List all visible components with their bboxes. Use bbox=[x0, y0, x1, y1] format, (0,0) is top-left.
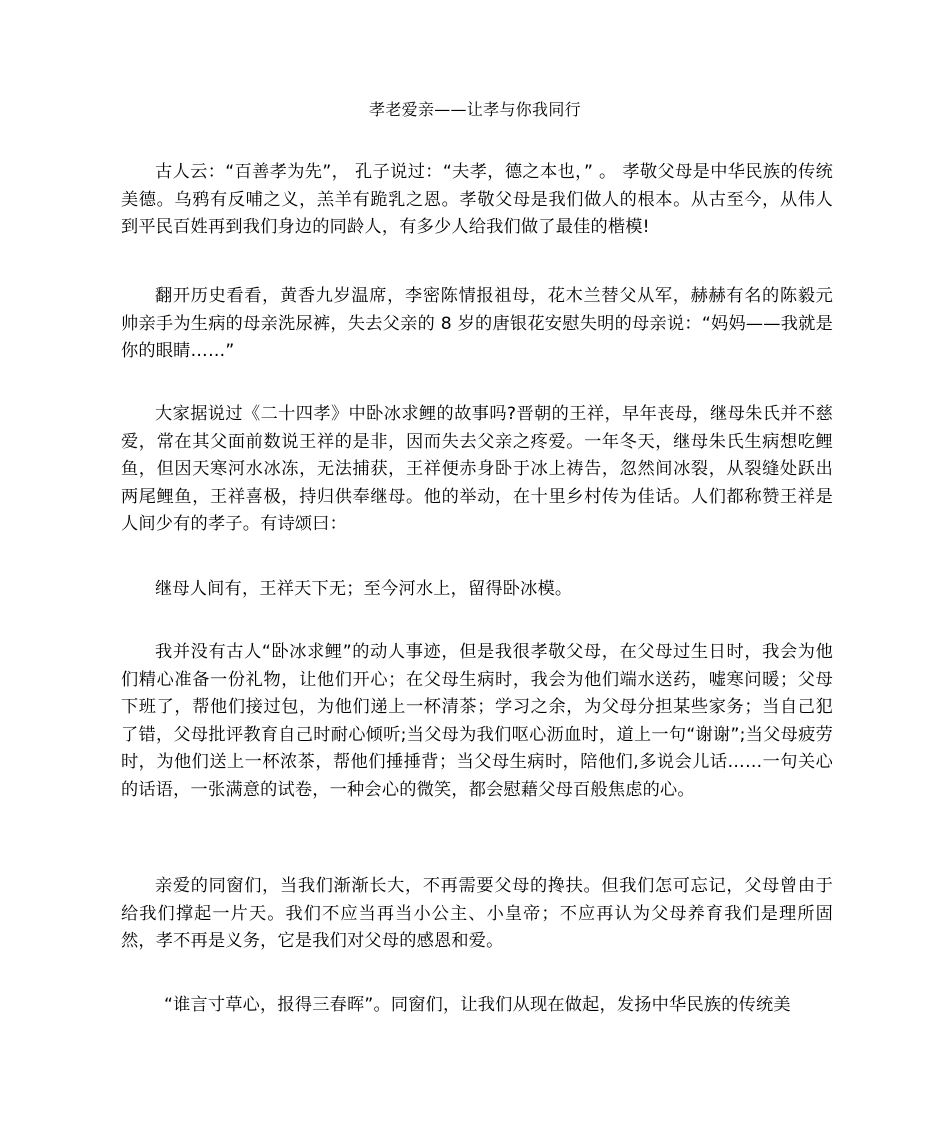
paragraph-intro: 古人云：“百善孝为先”， 孔子说过：“夫孝，德之本也，” 。 孝敬父母是中华民族的传统美德。乌鸦有反哺之义，羔羊有跪乳之恩。孝敬父母是我们做人的根本。从古至今，从伟人到平民百姓再到我们身边的同龄人，有多少人给我们做了最佳的楷模! bbox=[121, 162, 833, 237]
paragraph-closing: “谁言寸草心，报得三春晖”。同窗们，让我们从现在做起，发扬中华民族的传统美 bbox=[164, 995, 791, 1015]
paragraph-history: 翻开历史看看，黄香九岁温席，李密陈情报祖母，花木兰替父从军，赫赫有名的陈毅元帅亲手为生病的母亲洗尿裤，失去父亲的 8 岁的唐银花安慰失明的母亲说：“妈妈——我就是你的眼睛……” bbox=[121, 286, 833, 361]
paragraph-personal: 我并没有古人“卧冰求鲤”的动人事迹，但是我很孝敬父母，在父母过生日时，我会为他们精心准备一份礼物，让他们开心；在父母生病时，我会为他们端水送药，嘘寒问暖；父母下班了，帮他们接过包，为他们递上一杯清茶；学习之余，为父母分担某些家务；当自己犯了错，父母批评教育自己时耐心倾听;当父母为我们呕心沥血时，道上一句“谢谢”;当父母疲劳时，为他们送上一杯浓茶，帮他们捶捶背；当父母生病时，陪他们,多说会儿话……一句关心的话语，一张满意的试卷，一种会心的微笑，都会慰藉父母百般焦虑的心。 bbox=[121, 642, 833, 800]
paragraph-classmates: 亲爱的同窗们，当我们渐渐长大，不再需要父母的搀扶。但我们怎可忘记，父母曾由于给我们撑起一片天。我们不应当再当小公主、小皇帝；不应再认为父母养育我们是理所固然，孝不再是义务，它是我们对父母的感恩和爱。 bbox=[121, 876, 833, 951]
document-title: 孝老爱亲——让孝与你我同行 bbox=[369, 100, 581, 119]
paragraph-story: 大家据说过《二十四孝》中卧冰求鲤的故事吗?晋朝的王祥，早年丧母，继母朱氏并不慈爱，常在其父面前数说王祥的是非，因而失去父亲之疼爱。一年冬天，继母朱氏生病想吃鲤鱼，但因天寒河水冰冻，无法捕获，王祥便赤身卧于冰上祷告，忽然间冰裂，从裂缝处跃出两尾鲤鱼，王祥喜极，持归供奉继母。他的举动，在十里乡村传为佳话。人们都称赞王祥是人间少有的孝子。有诗颂曰： bbox=[121, 404, 833, 534]
paragraph-poem: 继母人间有，王祥天下无；至今河水上，留得卧冰模。 bbox=[155, 579, 573, 599]
